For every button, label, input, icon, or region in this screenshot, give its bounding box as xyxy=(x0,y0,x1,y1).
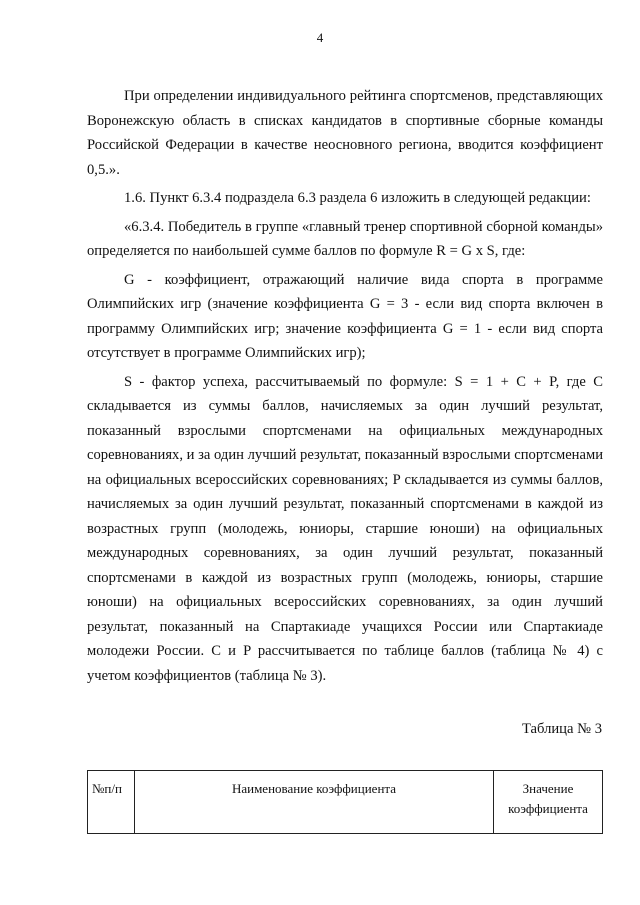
table-caption: Таблица № 3 xyxy=(522,721,602,737)
document-body xyxy=(87,84,603,688)
paragraph-g-coefficient: G - коэффициент, отражающий наличие вида спорта в программе Олимпийских игр (значение коэффициента G = 3 - если вид спорта включен в программу Олимпийских игр; значение коэффициента G = 1 - если вид спорта отсутствует в программе Олимпийских игр); xyxy=(87,271,603,361)
paragraph-6-3-4-winner-formula: «6.3.4. Победитель в группе «главный тренер спортивной сборной команды» определяется по наибольшей сумме баллов по формуле R = G x S, где: xyxy=(87,218,603,259)
page-number: 4 xyxy=(316,30,324,45)
header-coefficient-name: Наименование коэффициента xyxy=(135,771,494,834)
paragraph-s-success-factor: S - фактор успеха, рассчитываемый по формуле: S = 1 + C + P, где C складывается из суммы баллов, начисляемых за один лучший результат, показанный взрослыми спортсменами на официальных международных соревнованиях, и за один лучший результат, показанный взрослыми спортсменами на официальных всероссийских соревнованиях; P складывается из суммы баллов, начисляемых за один лучший результат, показанный спортсменами в каждой из возрастных групп (молодежь, юниоры, старшие юноши) на официальных международных соревнованиях, за один лучший результат, показанный спортсменами в каждой из возрастных групп (молодежь, юниоры, старшие юноши) на официальных всероссийских соревнованиях, за один лучший результат, показанный на Спартакиаде учащихся России или Спартакиаде молодежи России. C и P рассчитывается по таблице баллов (таблица № 4) с учетом коэффициентов (таблица № 3). xyxy=(87,373,603,684)
paragraph-coefficient-note: При определении индивидуального рейтинга спортсменов, представляющих Воронежскую область в списках кандидатов в спортивные сборные команды Российской Федерации в качестве неосновного региона, вводится коэффициент 0,5.». xyxy=(87,88,603,178)
header-number: №п/п xyxy=(88,771,135,834)
paragraph-amendment-1-6: 1.6. Пункт 6.3.4 подраздела 6.3 раздела 6 изложить в следующей редакции: xyxy=(124,190,591,206)
header-coefficient-value: Значение коэффициента xyxy=(494,771,603,834)
table-header-row xyxy=(88,771,603,834)
coefficients-table xyxy=(87,770,603,834)
